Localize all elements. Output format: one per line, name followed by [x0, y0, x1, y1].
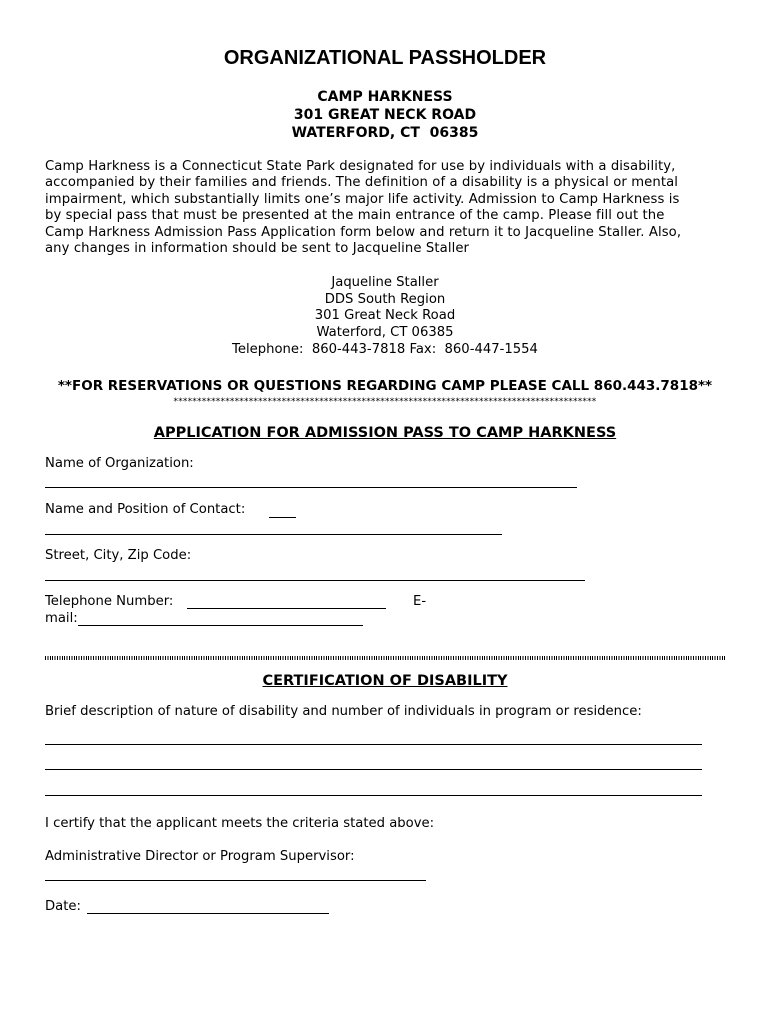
contact-phone: Telephone: 860-443-7818 Fax: 860-447-1554	[232, 342, 538, 357]
contact-street: 301 Great Neck Road	[314, 308, 456, 323]
reservation-note: **FOR RESERVATIONS OR QUESTIONS REGARDING CAMP PLEASE CALL 860.443.7818**	[57, 378, 713, 394]
org-input-line[interactable]	[45, 487, 577, 488]
header-camp-name: CAMP HARKNESS	[317, 89, 453, 105]
signer-input-line[interactable]	[45, 880, 426, 881]
contact-label: Name and Position of Contact:	[45, 502, 246, 517]
application-heading: APPLICATION FOR ADMISSION PASS TO CAMP HARKNESS	[153, 425, 617, 441]
contact-name: Jaqueline Staller	[331, 275, 439, 290]
phone-input-line[interactable]	[187, 608, 386, 609]
intro-line: by special pass that must be presented at the main entrance of the camp. Please fill out the	[45, 208, 665, 224]
signer-label: Administrative Director or Program Supervisor:	[45, 849, 355, 864]
description-input-line[interactable]	[45, 769, 702, 770]
document-title: ORGANIZATIONAL PASSHOLDER	[223, 47, 547, 69]
section-separator	[45, 656, 725, 660]
address-input-line[interactable]	[45, 580, 585, 581]
header-street: 301 GREAT NECK ROAD	[293, 107, 477, 123]
contact-input-line-short[interactable]	[269, 517, 296, 518]
contact-input-line[interactable]	[45, 534, 502, 535]
certification-heading: CERTIFICATION OF DISABILITY	[262, 673, 508, 689]
address-label: Street, City, Zip Code:	[45, 548, 192, 563]
description-label: Brief description of nature of disability and number of individuals in program or residence:	[45, 704, 642, 719]
contact-office: DDS South Region	[324, 292, 446, 307]
org-label: Name of Organization:	[45, 456, 194, 471]
intro-line: any changes in information should be sent to Jacqueline Staller	[45, 241, 470, 257]
certify-text: I certify that the applicant meets the criteria stated above:	[45, 816, 435, 831]
intro-line: Camp Harkness is a Connecticut State Park designated for use by individuals with a disability,	[45, 159, 676, 174]
description-input-line[interactable]	[45, 744, 702, 745]
star-divider: ******************************************************************************************	[173, 397, 597, 407]
description-input-line[interactable]	[45, 795, 702, 796]
header-city: WATERFORD, CT 06385	[291, 125, 479, 141]
intro-paragraph	[45, 159, 735, 257]
contact-city: Waterford, CT 06385	[316, 325, 454, 340]
date-label: Date:	[45, 899, 81, 914]
phone-label: Telephone Number:	[45, 594, 174, 609]
email-label-part2: mail:	[45, 611, 78, 626]
email-input-line[interactable]	[78, 625, 363, 626]
intro-line: impairment, which substantially limits one’s major life activity. Admission to Camp Harkness is	[45, 191, 680, 207]
email-label-part1: E-	[413, 594, 427, 609]
date-input-line[interactable]	[87, 913, 329, 914]
intro-line: Camp Harkness Admission Pass Application form below and return it to Jacqueline Staller. Also,	[45, 224, 682, 240]
intro-line: accompanied by their families and friends. The definition of a disability is a physical or mental	[45, 175, 679, 191]
